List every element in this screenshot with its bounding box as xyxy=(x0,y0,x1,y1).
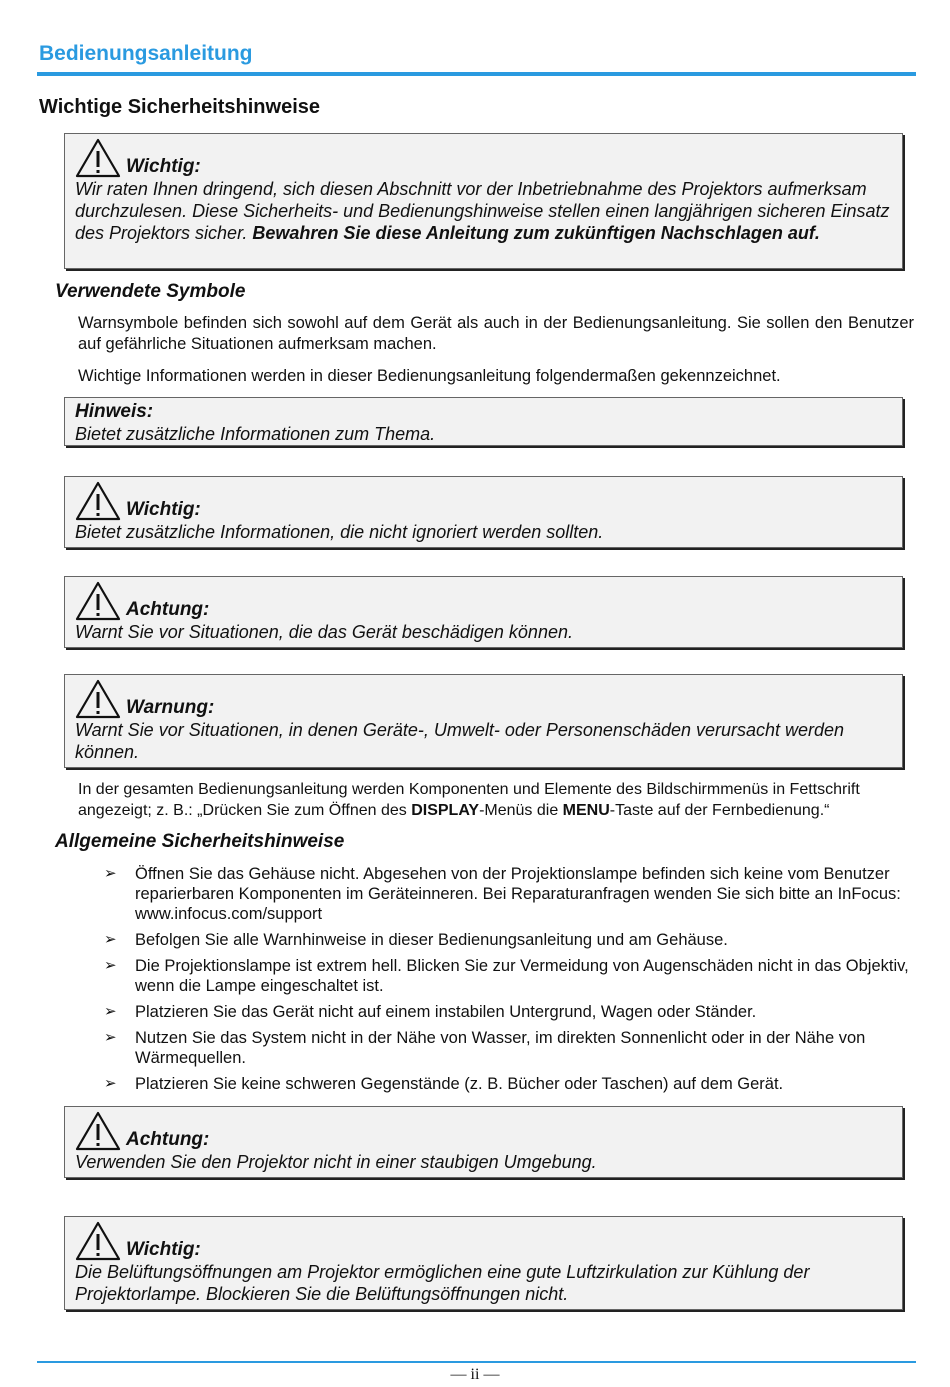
bullet-arrow-icon: ➢ xyxy=(104,1003,117,1020)
box-header xyxy=(75,577,892,621)
box-label: Achtung: xyxy=(126,599,210,620)
box-header xyxy=(75,675,892,719)
box-text: Warnt Sie vor Situationen, die das Gerät beschädigen können. xyxy=(75,622,573,642)
box-label: Wichtig: xyxy=(126,156,201,177)
box-header xyxy=(75,134,892,178)
bullet-arrow-icon: ➢ xyxy=(104,1075,117,1092)
box-header xyxy=(75,398,892,423)
bold-menu: MENU xyxy=(562,802,610,819)
warning-box xyxy=(64,674,903,768)
box-label: Wichtig: xyxy=(126,1239,201,1260)
box-text: Warnt Sie vor Situationen, in denen Geräte-, Umwelt- oder Personenschäden verursacht werden können. xyxy=(75,720,845,762)
page-title: Wichtige Sicherheitshinweise xyxy=(39,96,321,118)
warning-triangle-icon xyxy=(75,138,121,178)
list-item: ➢ Platzieren Sie das Gerät nicht auf einem instabilen Untergrund, Wagen oder Ständer. xyxy=(104,1003,757,1021)
box-text: Verwenden Sie den Projektor nicht in einer staubigen Umgebung. xyxy=(75,1152,597,1172)
box-header xyxy=(75,477,892,521)
box-text: Die Belüftungsöffnungen am Projektor ermöglichen eine gute Luftzirkulation zur Kühlung der Projektorlampe. Blockieren Sie die Belüftungsöffnungen nicht. xyxy=(75,1262,810,1304)
list-item: ➢ Nutzen Sie das System nicht in der Nähe von Wasser, im direkten Sonnenlicht oder in der Nähe von Wärmequellen. xyxy=(104,1029,866,1067)
box-bold-text: Bewahren Sie diese Anleitung zum zukünftigen Nachschlagen auf. xyxy=(252,223,820,243)
vent-important-box xyxy=(64,1216,903,1310)
convention-paragraph: In der gesamten Bedienungsanleitung werden Komponenten und Elemente des Bildschirmmenüs in Fettschrift angezeigt; z. B.: „Drücken Sie zum Öffnen des DISPLAY-Menüs die MENU-Taste auf der Fernbedienung.“ xyxy=(78,781,860,819)
section-heading-symbols: Verwendete Symbole xyxy=(55,281,246,302)
bullet-arrow-icon: ➢ xyxy=(104,957,117,974)
box-text: Bietet zusätzliche Informationen zum Thema. xyxy=(75,424,436,444)
warning-triangle-icon xyxy=(75,679,121,719)
important-box xyxy=(64,476,903,548)
symbols-paragraph-2: Wichtige Informationen werden in dieser Bedienungsanleitung folgendermaßen gekennzeichnet. xyxy=(78,367,781,385)
box-text: Wir raten Ihnen dringend, sich diesen Abschnitt vor der Inbetriebnahme des Projektors aufmerksam durchzulesen. Diese Sicherheits- und Bedienungshinweise stellen einen langjährigen sicheren Einsatz des Projektors sicher. Bewahren Sie diese Anleitung zum zukünftigen Nachschlagen auf. xyxy=(75,179,890,243)
safety-list xyxy=(104,864,914,1100)
bullet-arrow-icon: ➢ xyxy=(104,1029,117,1046)
hint-box xyxy=(64,397,903,446)
intro-important-box xyxy=(64,133,903,269)
warning-triangle-icon xyxy=(75,1221,121,1261)
dust-caution-box xyxy=(64,1106,903,1178)
list-item: ➢ Die Projektionslampe ist extrem hell. Blicken Sie zur Vermeidung von Augenschäden nicht in das Objektiv, wenn die Lampe eingeschaltet ist. xyxy=(104,957,909,995)
box-text: Bietet zusätzliche Informationen, die nicht ignoriert werden sollten. xyxy=(75,522,604,542)
header-divider xyxy=(37,72,916,76)
list-item: ➢ Befolgen Sie alle Warnhinweise in dieser Bedienungsanleitung und am Gehäuse. xyxy=(104,931,728,949)
warning-triangle-icon xyxy=(75,481,121,521)
warning-triangle-icon xyxy=(75,1111,121,1151)
document-header-title: Bedienungsanleitung xyxy=(39,42,253,65)
box-label: Hinweis: xyxy=(75,401,154,422)
footer-divider xyxy=(37,1361,916,1363)
list-item: ➢ Platzieren Sie keine schweren Gegenstände (z. B. Bücher oder Taschen) auf dem Gerät. xyxy=(104,1075,784,1093)
box-label: Achtung: xyxy=(126,1129,210,1150)
box-header xyxy=(75,1107,892,1151)
bullet-arrow-icon: ➢ xyxy=(104,865,117,882)
box-header xyxy=(75,1217,892,1261)
bullet-arrow-icon: ➢ xyxy=(104,931,117,948)
caution-box xyxy=(64,576,903,648)
page-number: — ii — xyxy=(450,1366,500,1383)
warning-triangle-icon xyxy=(75,581,121,621)
box-label: Wichtig: xyxy=(126,499,201,520)
box-label: Warnung: xyxy=(126,697,215,718)
bold-display: DISPLAY xyxy=(411,802,480,819)
list-item: ➢ Öffnen Sie das Gehäuse nicht. Abgesehen von der Projektionslampe befinden sich keine vom Benutzer reparierbaren Komponenten im Geräteinneren. Bei Reparaturanfragen wenden Sie sich bitte an InFocus: www.infocus.com/support xyxy=(104,865,901,923)
section-heading-general: Allgemeine Sicherheitshinweise xyxy=(55,831,345,852)
symbols-paragraph-1: Warnsymbole befinden sich sowohl auf dem Gerät als auch in der Bedienungsanleitung. Sie sollen den Benutzer auf gefährliche Situationen aufmerksam machen. xyxy=(78,314,914,353)
